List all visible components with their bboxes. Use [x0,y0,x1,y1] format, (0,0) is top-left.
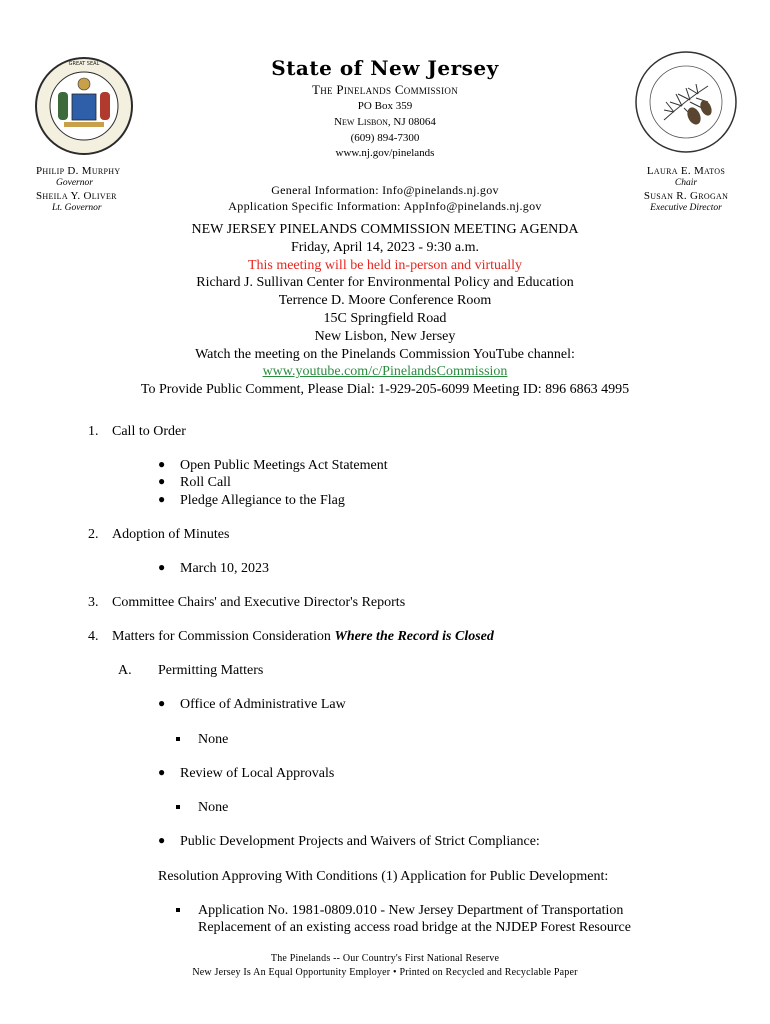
item-4-number: 4. [88,629,99,644]
youtube-instructions: Watch the meeting on the Pinelands Commission YouTube channel: [195,347,575,362]
pinelands-commission-seal-icon [634,50,738,154]
oal-none: None [198,732,229,747]
square-bullet-icon [176,805,180,809]
local-approvals-none: None [198,800,229,815]
letterhead-general-info[interactable]: General Information: Info@pinelands.nj.gov [271,183,499,197]
item-1-number: 1. [88,424,99,439]
item-2-text: Adoption of Minutes [112,527,230,542]
public-comment-info: To Provide Public Comment, Please Dial: 1-929-205-6099 Meeting ID: 896 6863 4995 [140,382,630,397]
item-1-bullet-3: Pledge Allegiance to the Flag [180,493,345,508]
youtube-link[interactable]: www.youtube.com/c/PinelandsCommission [262,364,508,379]
street-address: 15C Springfield Road [323,311,447,326]
city-state: New Lisbon, New Jersey [314,329,456,344]
executive-director-name: Susan R. Grogan [643,190,729,202]
item-4-text [112,628,494,645]
letterhead-commission: The Pinelands Commission [311,82,459,97]
letterhead-website[interactable]: www.nj.gov/pinelands [335,147,435,159]
square-bullet-icon [176,737,180,741]
lt-governor-title: Lt. Governor [52,203,102,213]
lt-governor-name: Sheila Y. Oliver [36,190,117,202]
item-4-emphasis: Where the Record is Closed [334,629,494,644]
application-line-2: Replacement of an existing access road bridge at the NJDEP Forest Resource [198,920,631,935]
letterhead-po-box: PO Box 359 [357,100,413,112]
item-2-bullet-1: March 10, 2023 [180,561,270,576]
footer-line-2: New Jersey Is An Equal Opportunity Employer • Printed on Recycled and Recyclable Paper [192,967,578,978]
letterhead-city: New Lisbon, NJ 08064 [334,116,436,128]
svg-text:GREAT SEAL: GREAT SEAL [68,61,100,67]
venue-name: Richard J. Sullivan Center for Environmental Policy and Education [196,275,574,290]
item-1-text: Call to Order [112,424,186,439]
item-1-bullet-1: Open Public Meetings Act Statement [180,458,388,473]
letterhead-phone: (609) 894-7300 [350,132,420,144]
chair-name: Laura E. Matos [646,165,726,177]
square-bullet-icon [176,908,180,912]
footer-line-1: The Pinelands -- Our Country's First National Reserve [270,953,500,964]
application-line-1: Application No. 1981-0809.010 - New Jersey Department of Transportation [198,903,624,918]
local-approvals-heading: Review of Local Approvals [180,766,335,781]
resolution-text: Resolution Approving With Conditions (1) Application for Public Development: [158,869,609,884]
letterhead-application-info[interactable]: Application Specific Information: AppInfo@pinelands.nj.gov [228,199,542,213]
item-4-label: Matters for Commission Consideration [112,629,335,644]
section-a-letter: A. [118,663,132,678]
bullet-icon: ● [158,457,166,471]
letterhead-state-title: State of New Jersey [271,56,499,80]
oal-heading: Office of Administrative Law [180,697,346,712]
chair-title: Chair [674,178,698,188]
item-2-number: 2. [88,527,99,542]
meeting-date: Friday, April 14, 2023 - 9:30 a.m. [290,240,480,255]
bullet-icon: ● [158,833,166,847]
nj-state-seal-icon [34,56,134,156]
governor-title: Governor [56,178,93,188]
bullet-icon: ● [158,560,166,574]
room-name: Terrence D. Moore Conference Room [278,293,492,308]
meeting-format-notice: This meeting will be held in-person and virtually [247,258,523,273]
public-development-heading: Public Development Projects and Waivers of Strict Compliance: [180,834,540,849]
item-1-bullet-2: Roll Call [180,475,231,490]
governor-name: Philip D. Murphy [36,165,121,177]
agenda-title: NEW JERSEY PINELANDS COMMISSION MEETING AGENDA [191,222,579,237]
item-3-text: Committee Chairs' and Executive Director's Reports [112,595,406,610]
bullet-icon: ● [158,492,166,506]
bullet-icon: ● [158,765,166,779]
item-3-number: 3. [88,595,99,610]
executive-director-title: Executive Director [650,203,722,213]
section-a-text: Permitting Matters [158,663,264,678]
bullet-icon: ● [158,474,166,488]
bullet-icon: ● [158,696,166,710]
